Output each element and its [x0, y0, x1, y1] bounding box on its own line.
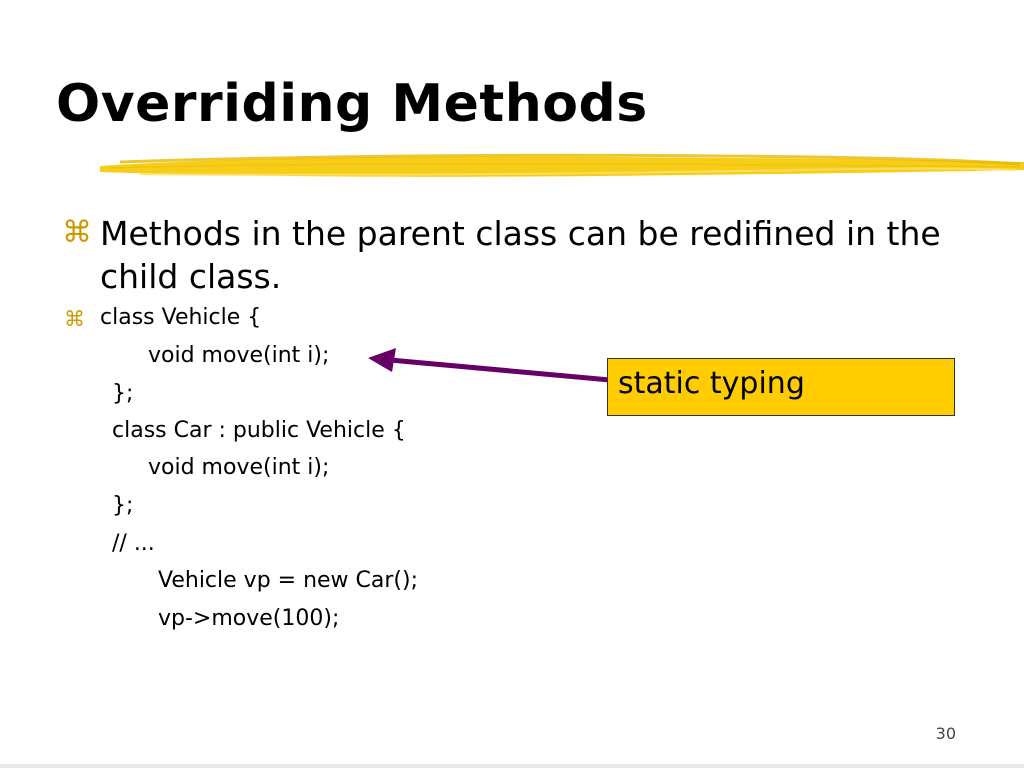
slide-title: Overriding Methods	[56, 74, 648, 134]
code-line: };	[112, 381, 134, 406]
code-line: // ...	[112, 531, 155, 556]
code-line: Vehicle vp = new Car();	[158, 568, 419, 593]
bullet-text: Methods in the parent class can be redifined in the child class.	[100, 214, 941, 296]
title-underline-brush	[100, 148, 1024, 188]
callout-label: static typing	[618, 366, 805, 401]
code-line: void move(int i);	[148, 455, 330, 480]
bottom-divider	[0, 764, 1024, 768]
page-number: 30	[935, 724, 956, 743]
command-bullet-icon: ⌘	[62, 215, 92, 250]
command-bullet-icon: ⌘	[64, 307, 85, 331]
code-line: };	[112, 493, 134, 518]
static-typing-callout	[607, 358, 955, 416]
code-line: class Car : public Vehicle {	[112, 418, 406, 443]
code-line: vp->move(100);	[158, 606, 340, 631]
code-line: class Vehicle {	[100, 305, 262, 330]
code-line: void move(int i);	[148, 343, 330, 368]
callout-arrow	[360, 340, 620, 390]
